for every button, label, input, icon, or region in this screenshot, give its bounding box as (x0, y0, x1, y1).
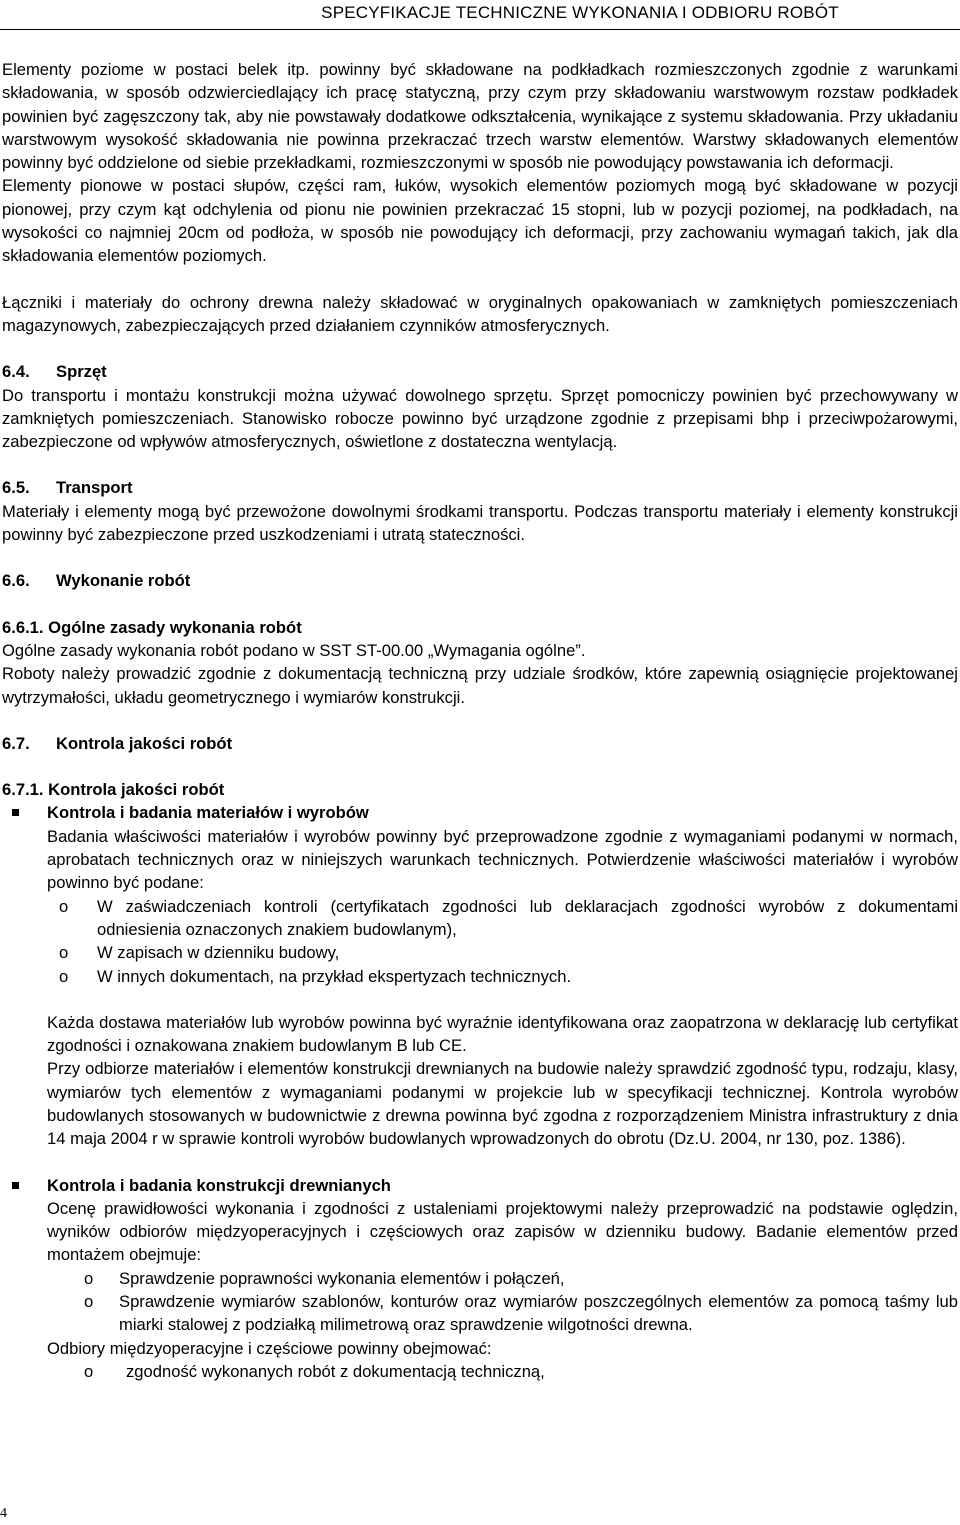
list-item: o W zaświadczeniach kontroli (certyfikatach zgodności lub deklaracjach zgodności wyrobów z dokumentami odniesienia oznaczonych znakiem budowlanym), (59, 896, 958, 939)
bullet1-text3: Przy odbiorze materiałów i elementów konstrukcji drewnianych na budowie należy sprawdzić zgodność typu, rodzaju, klasy, wymiarów tych elementów z wymaganiami podanymi w projekcie lub w specyfikacji technicznej. Kontrola wyrobów budowlanych stosowanych w budownictwie z drewna powinna być zgodna z rozporządzeniem Ministra infrastruktury z dnia 14 maja 2004 r w sprawie kontroli wyrobów budowlanych wprowadzonych do obrotu (Dz.U. 2004, nr 130, poz. 1386). (47, 1059, 958, 1149)
bullet1-text1: Badania właściwości materiałów i wyrobów powinny być przeprowadzone zgodnie z wymaganiami podanymi w normach, aprobatach technicznych oraz w niniejszych warunkach technicznych. Potwierdzenie właściwości materiałów i wyrobów powinno być podane: (47, 826, 958, 893)
section-heading-6-7: 6.7. Kontrola jakości robót (2, 733, 233, 753)
square-bullet-icon (12, 809, 19, 816)
section-heading-6-7-1: 6.7.1. Kontrola jakości robót (2, 780, 225, 800)
section-text-6-6-1-line2: Roboty należy prowadzić zgodnie z dokumentacją techniczną przy udziale środków, które zapewnią osiągnięcie projektowanej wytrzymałości, układu geometrycznego i wymiarów konstrukcji. (2, 664, 958, 707)
document-body (2, 58, 958, 1383)
bullet-heading-materials: Kontrola i badania materiałów i wyrobów (2, 801, 958, 824)
bullet1-text2: Każda dostawa materiałów lub wyrobów powinna być wyraźnie identyfikowana oraz zaopatrzona w deklarację lub certyfikat zgodności i oznakowana znakiem budowlanym B lub CE. (47, 1012, 958, 1056)
square-bullet-icon (12, 1182, 19, 1189)
page-number: 4 (0, 1506, 7, 1521)
list-item: o W zapisach w dzienniku budowy, (59, 943, 340, 963)
paragraph-connectors: Łączniki i materiały do ochrony drewna należy składować w oryginalnych opakowaniach w zamkniętych pomieszczeniach magazynowych, zabezpieczających przed działaniem czynników atmosferycznych. (2, 292, 958, 335)
list-item: o zgodność wykonanych robót z dokumentacją techniczną, (84, 1361, 545, 1381)
list-item: o Sprawdzenie wymiarów szablonów, konturów oraz wymiarów poszczególnych elementów za pomocą taśmy lub miarki stalowej z podziałką milimetrową oraz sprawdzenie wilgotności drewna. (84, 1292, 958, 1335)
list-item: o W innych dokumentach, na przykład ekspertyzach technicznych. (59, 966, 572, 986)
paragraph-vertical-elements: Elementy pionowe w postaci słupów, części ram, łuków, wysokich elementów poziomych mogą być składowane w pozycji pionowej, przy czym kąt odchylenia od pionu nie powinien przekraczać 15 stopni, lub w pozycji poziomej, na podkładach, na wysokości co najmniej 20cm od podłoża, w sposób nie powodujący ich deformacji, przy zachowaniu wymagań takich, jak dla składowania elementów poziomych. (2, 176, 958, 266)
section-heading-6-6-1: 6.6.1. Ogólne zasady wykonania robót (2, 617, 302, 637)
section-text-6-4: Do transportu i montażu konstrukcji można używać dowolnego sprzętu. Sprzęt pomocniczy powinien być przechowywany w zamkniętych pomieszczeniach. Stanowisko robocze powinno być urządzone zgodnie z przepisami bhp i przeciwpożarowymi, zabezpieczone od wpływów atmosferycznych, oświetlone z dostateczna wentylacją. (2, 385, 958, 452)
list-item: o Sprawdzenie poprawności wykonania elementów i połączeń, (84, 1268, 565, 1288)
bullet-heading-constructions: Kontrola i badania konstrukcji drewnianych (2, 1174, 958, 1197)
section-text-6-6-1-line1: Ogólne zasady wykonania robót podano w SST ST-00.00 „Wymagania ogólne”. (2, 640, 586, 660)
bullet2-text1: Ocenę prawidłowości wykonania i zgodności z ustaleniami projektowymi należy przeprowadzić na podstawie oględzin, wyników odbiorów międzyoperacyjnych i częściowych oraz zapisów w dzienniku budowy. Badanie elementów przed montażem obejmuje: (47, 1198, 958, 1265)
section-text-6-5: Materiały i elementy mogą być przewożone dowolnymi środkami transportu. Podczas transportu materiały i elementy konstrukcji powinny być zabezpieczone przed uszkodzeniami i utratą stateczności. (2, 501, 958, 545)
section-heading-6-4: 6.4. Sprzęt (2, 362, 107, 382)
header-rule (0, 29, 960, 30)
paragraph-horizontal-elements: Elementy poziome w postaci belek itp. powinny być składowane na podkładkach rozmieszczonych zgodnie z warunkami składowania, w sposób odzwierciedlający ich pracę statyczną, przy czym przy składowaniu warstwowym rozstaw podkładek powinien być zagęszczony tak, aby nie powstawały dodatkowe odkształcenia, wynikające z systemu składowania. Przy układaniu warstwowym wysokość składowania nie powinna przekraczać trzech warstw elementów. Warstwy składowanych elementów powinny być oddzielone od siebie przekładkami, rozmieszczonymi w sposób nie powodujący powstawania ich deformacji. (2, 60, 958, 173)
page-header: SPECYFIKACJE TECHNICZNE WYKONANIA I ODBIORU ROBÓT (321, 3, 839, 22)
bullet2-text2: Odbiory międzyoperacyjne i częściowe powinny obejmować: (47, 1338, 492, 1358)
section-heading-6-5: 6.5. Transport (2, 478, 133, 498)
section-heading-6-6: 6.6. Wykonanie robót (2, 571, 191, 591)
